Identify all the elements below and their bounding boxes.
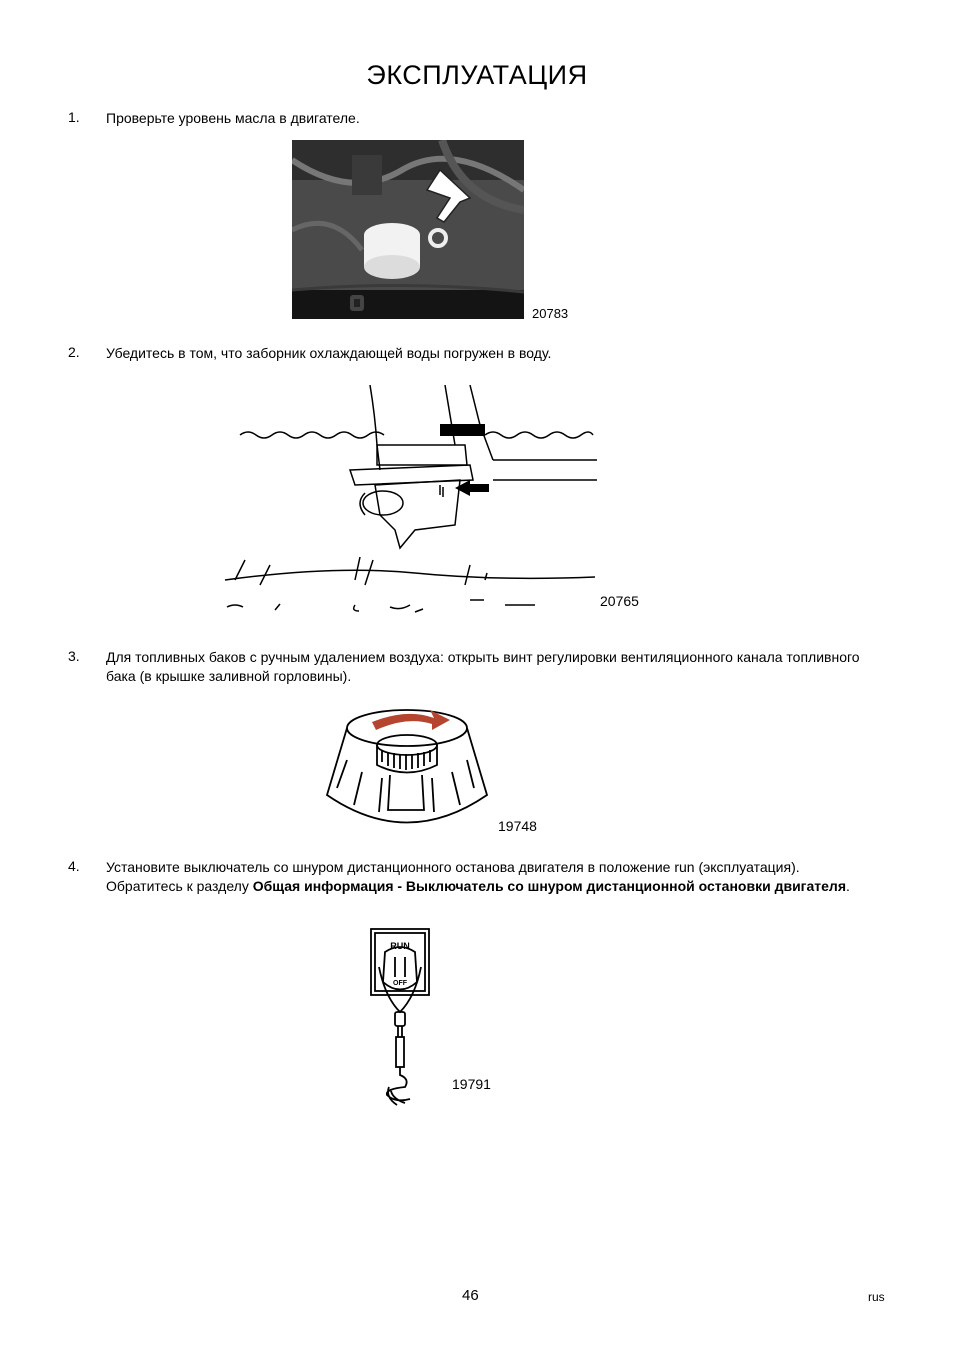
page-title: ЭКСПЛУАТАЦИЯ [366,60,588,90]
step-4-reference-link: Общая информация - Выключатель со шнуром дистанционной остановки двигателя [252,878,846,894]
lanyard-stop-switch-illustration [365,927,435,1107]
step-2-number: 2. [68,344,80,360]
step-1-text: Проверьте уровень масла в двигателе. [106,110,360,126]
oil-check-photo [292,140,524,319]
figure-2-code: 20765 [600,593,639,609]
switch-off-label: OFF [393,980,407,987]
figure-4-code: 19791 [452,1076,491,1092]
step-4-text [106,858,866,896]
step-4-text-start: Установите выключатель со шнуром дистанционного останова двигателя в положение run (эксплуатация). Обратитесь к разделу [106,859,800,894]
page-number: 46 [462,1287,479,1304]
step-2-text: Убедитесь в том, что заборник охлаждающей воды погружен в воду. [106,345,552,361]
language-code: rus [868,1290,885,1304]
step-4-number: 4. [68,858,80,874]
step-4-text-end: . [846,878,850,894]
switch-run-label: RUN [390,941,410,951]
step-3-text: Для топливных баков с ручным удалением воздуха: открыть винт регулировки вентиляционного канала топливного бака (в крышке заливной горловины). [106,649,860,684]
figure-1-code: 20783 [532,306,569,321]
figure-3-code: 19748 [498,818,537,834]
step-3-number: 3. [68,648,80,664]
fuel-tank-cap-illustration [322,700,492,838]
water-intake-illustration [215,385,605,620]
step-1-number: 1. [68,109,80,125]
